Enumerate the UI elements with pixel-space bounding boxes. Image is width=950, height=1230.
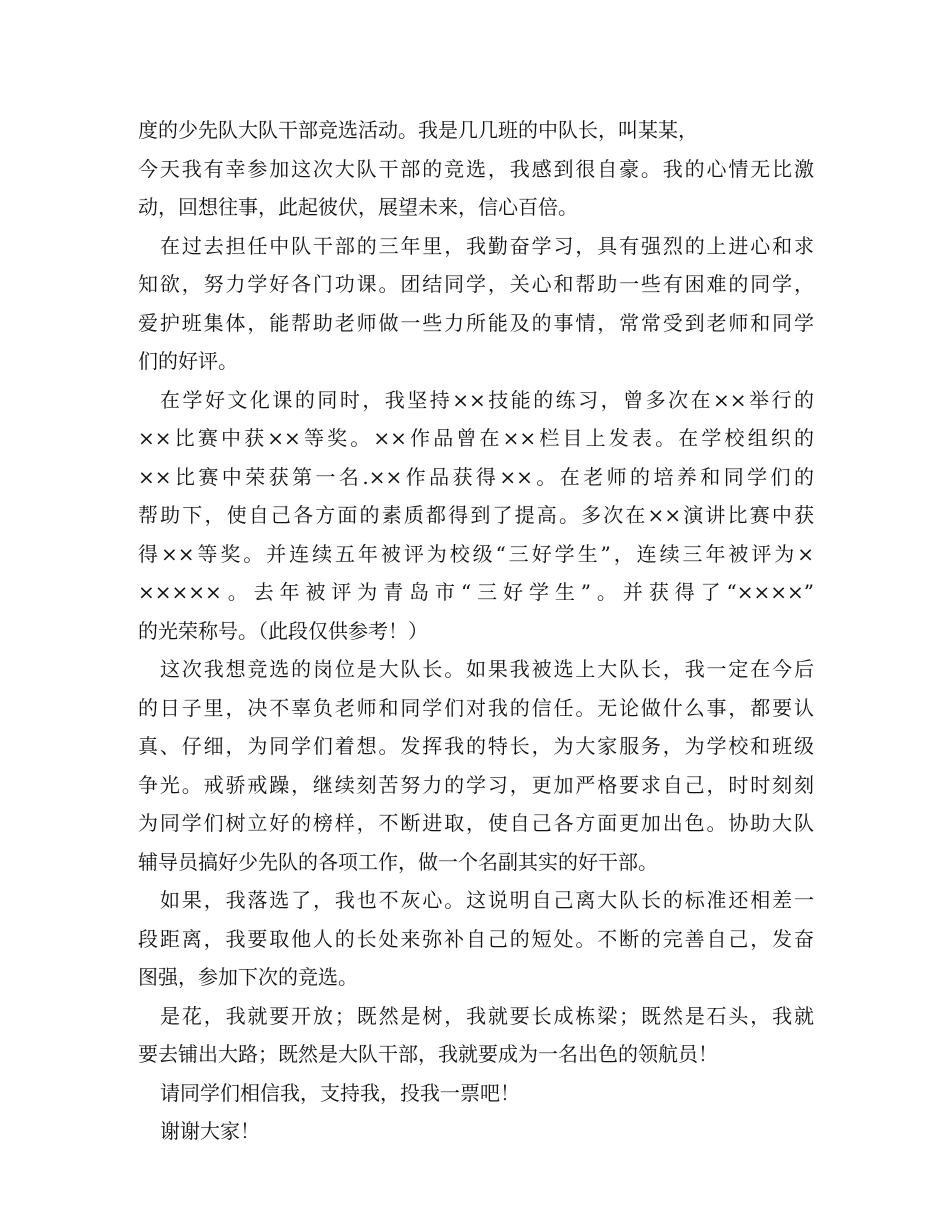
- text-line: 知欲，努力学好各门功课。团结同学，关心和帮助一些有困难的同学，: [138, 272, 814, 296]
- text-line: 要去铺出大路；既然是大队干部，我就要成为一名出色的领航员！: [138, 1042, 718, 1066]
- text-line: 是花，我就要开放；既然是树，我就要长成栋梁；既然是石头，我就: [160, 1003, 814, 1028]
- text-line: ××比赛中荣获第一名.××作品获得××。在老师的培养和同学们的: [138, 464, 814, 489]
- text-line: 如果，我落选了，我也不灰心。这说明自己离大队长的标准还相差一: [160, 888, 814, 912]
- text-line: 爱护班集体，能帮助老师做一些力所能及的事情，常常受到老师和同学: [138, 310, 814, 335]
- text-line: 请同学们相信我，支持我，投我一票吧！: [160, 1080, 520, 1105]
- text-line: 动，回想往事，此起彼伏，展望未来，信心百倍。: [138, 195, 578, 219]
- text-line: 谢谢大家！: [160, 1119, 260, 1143]
- text-line: 争光。戒骄戒躁，继续刻苦努力的学习，更加严格要求自己，时时刻刻: [138, 772, 814, 797]
- text-line: 图强，参加下次的竞选。: [138, 965, 358, 989]
- text-line: 在过去担任中队干部的三年里，我勤奋学习，具有强烈的上进心和求: [160, 233, 814, 258]
- text-line: 为同学们树立好的榜样，不断进取，使自己各方面更加出色。协助大队: [138, 811, 814, 835]
- text-line: 们的好评。: [138, 349, 238, 373]
- text-line: 度的少先队大队干部竞选活动。我是几几班的中队长，叫某某，: [138, 118, 698, 142]
- text-line: 得××等奖。并连续五年被评为校级“三好学生”，连续三年被评为×: [138, 541, 814, 566]
- text-line: ××比赛中获××等奖。××作品曾在××栏目上发表。在学校组织的: [138, 426, 814, 450]
- text-line: 辅导员搞好少先队的各项工作，做一个名副其实的好干部。: [138, 849, 658, 874]
- text-line: 的日子里，决不辜负老师和同学们对我的信任。无论做什么事，都要认: [138, 695, 814, 720]
- text-line: 段距离，我要取他人的长处来弥补自己的短处。不断的完善自己，发奋: [138, 926, 814, 951]
- text-line: 在学好文化课的同时，我坚持××技能的练习，曾多次在××举行的: [160, 387, 814, 412]
- text-line: 这次我想竞选的岗位是大队长。如果我被选上大队长，我一定在今后: [160, 657, 814, 681]
- text-line: 真、仔细，为同学们着想。发挥我的特长，为大家服务，为学校和班级: [138, 734, 814, 758]
- text-line: 的光荣称号。（此段仅供参考！）: [138, 618, 428, 643]
- text-line: 帮助下，使自己各方面的素质都得到了提高。多次在××演讲比赛中获: [138, 503, 814, 527]
- document-body: [138, 111, 814, 1151]
- text-line: ×××××。去年被评为青岛市“三好学生”。并获得了“××××”: [138, 580, 814, 604]
- text-line: 今天我有幸参加这次大队干部的竞选，我感到很自豪。我的心情无比激: [138, 156, 814, 181]
